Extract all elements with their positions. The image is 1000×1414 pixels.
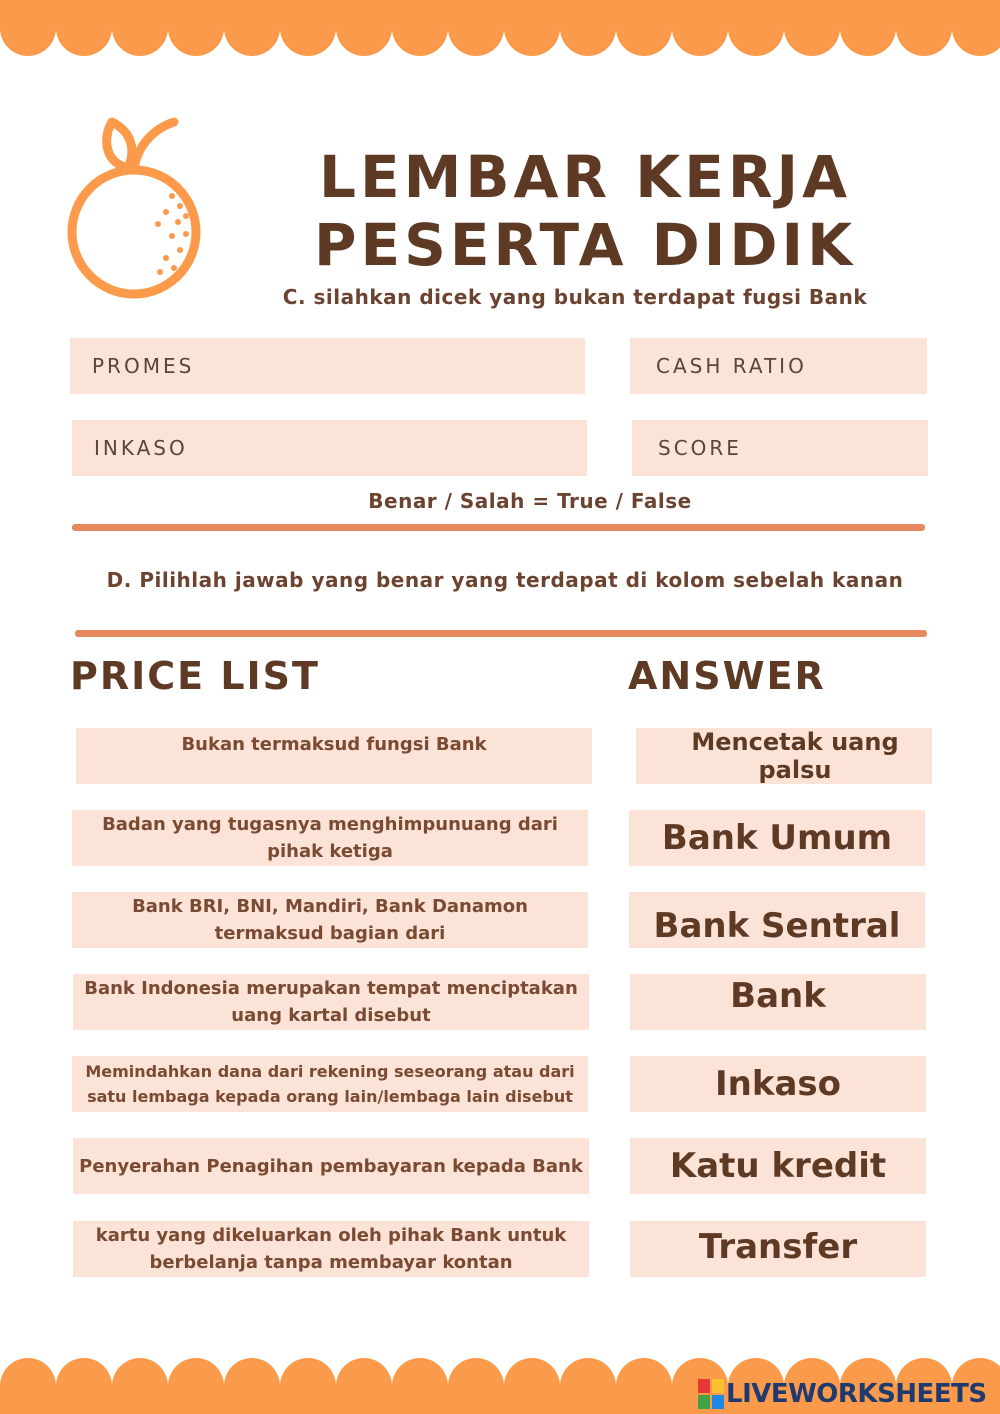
answer-heading: ANSWER xyxy=(628,654,826,698)
question-box-2[interactable] xyxy=(72,810,588,866)
top-scallop-border xyxy=(0,0,1000,56)
true-false-note: Benar / Salah = True / False xyxy=(368,489,692,513)
liveworksheets-logo-icon xyxy=(698,1379,724,1409)
question-text: Bank Indonesia merupakan tempat menciptakan uang kartal disebut xyxy=(84,978,578,1026)
question-box-6[interactable] xyxy=(73,1138,589,1194)
answer-text: Mencetak uang palsu xyxy=(691,728,899,784)
answer-box-6[interactable] xyxy=(630,1138,926,1194)
answer-text: Bank Sentral xyxy=(653,906,901,946)
question-text: Penyerahan Penagihan pembayaran kepada Bank xyxy=(79,1155,583,1177)
price-list-heading: PRICE LIST xyxy=(70,654,320,698)
title-line-2: PESERTA DIDIK xyxy=(313,211,857,279)
answer-text: Bank xyxy=(730,976,826,1016)
answer-box-1[interactable] xyxy=(636,728,932,784)
answer-box-7[interactable] xyxy=(630,1221,926,1277)
answer-box-3[interactable] xyxy=(629,892,925,948)
liveworksheets-logo-text: LIVEWORKSHEETS xyxy=(726,1379,987,1409)
orange-fruit-icon xyxy=(62,112,207,302)
question-text: Bukan termaksud fungsi Bank xyxy=(181,734,487,755)
option-inkaso[interactable] xyxy=(72,420,587,476)
question-text: kartu yang dikeluarkan oleh pihak Bank untuk berbelanja tanpa membayar kontan xyxy=(95,1225,567,1273)
divider-top xyxy=(72,524,925,531)
answer-text: Bank Umum xyxy=(661,818,893,858)
option-cash-ratio[interactable] xyxy=(630,338,927,394)
question-box-5[interactable] xyxy=(72,1056,588,1112)
answer-text: Transfer xyxy=(698,1227,858,1267)
option-promes[interactable] xyxy=(70,338,585,394)
question-text: Bank BRI, BNI, Mandiri, Bank Danamon termaksud bagian dari xyxy=(132,896,528,944)
section-d-instruction: D. Pilihlah jawab yang benar yang terdapat di kolom sebelah kanan xyxy=(106,568,904,592)
question-box-1[interactable] xyxy=(76,728,592,784)
answer-box-4[interactable] xyxy=(630,974,926,1030)
liveworksheets-logo xyxy=(698,1378,998,1410)
option-label: INKASO xyxy=(94,436,188,460)
question-box-7[interactable] xyxy=(73,1221,589,1277)
section-c-instruction: C. silahkan dicek yang bukan terdapat fugsi Bank xyxy=(282,285,868,309)
option-label: PROMES xyxy=(92,354,195,378)
option-label: SCORE xyxy=(658,436,742,460)
option-label: CASH RATIO xyxy=(656,354,807,378)
divider-bottom xyxy=(75,630,927,637)
question-box-3[interactable] xyxy=(72,892,588,948)
answer-box-5[interactable] xyxy=(630,1056,926,1112)
question-text: Badan yang tugasnya menghimpunuang dari pihak ketiga xyxy=(102,814,558,862)
answer-box-2[interactable] xyxy=(629,810,925,866)
title-line-1: LEMBAR KERJA xyxy=(319,143,851,211)
question-box-4[interactable] xyxy=(73,974,589,1030)
option-score[interactable] xyxy=(632,420,928,476)
answer-text: Katu kredit xyxy=(669,1146,887,1186)
answer-text: Inkaso xyxy=(714,1064,841,1104)
question-text: Memindahkan dana dari rekening seseorang atau dari satu lembaga kepada orang lain/lembaga lain disebut xyxy=(85,1062,575,1106)
